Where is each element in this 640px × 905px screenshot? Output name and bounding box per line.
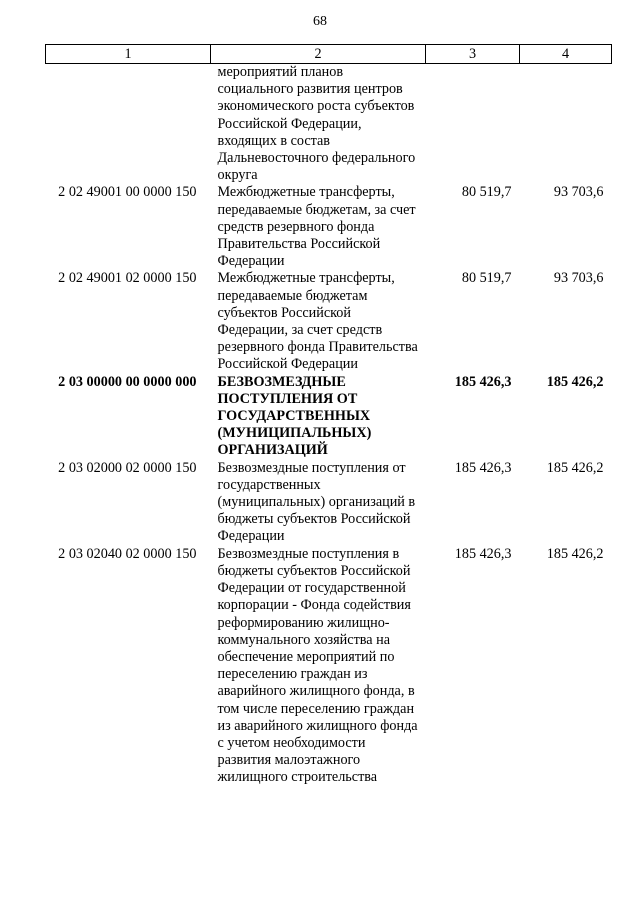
- page-number: 68: [313, 14, 327, 29]
- row-code: 2 03 02040 02 0000 150: [58, 545, 197, 562]
- table-header: [46, 45, 612, 64]
- row-value-col3: 80 519,7: [461, 184, 512, 201]
- row-name: мероприятий планов социального развития центров экономического роста субъектов Российской Федерации, входящих в состав Дальневосточного федерального округа: [217, 64, 416, 184]
- row-name: БЕЗВОЗМЕЗДНЫЕ ПОСТУПЛЕНИЯ ОТ ГОСУДАРСТВЕННЫХ (МУНИЦИПАЛЬНЫХ) ОРГАНИЗАЦИЙ: [217, 373, 372, 459]
- row-code: 2 03 00000 00 0000 000: [58, 373, 197, 390]
- row-value-col4: 185 426,2: [546, 459, 604, 476]
- row-value-col3: 185 426,3: [454, 545, 512, 562]
- table-row: [46, 546, 612, 787]
- row-name: Межбюджетные трансферты, передаваемые бюджетам, за счет средств резервного фонда Правительства Российской Федерации: [217, 184, 416, 270]
- row-value-col4: 185 426,2: [546, 545, 604, 562]
- column-header-2: 2: [211, 45, 426, 64]
- row-code: 2 03 02000 02 0000 150: [58, 459, 197, 476]
- row-value-col4: 93 703,6: [553, 270, 604, 287]
- row-value-col4: 185 426,2: [546, 373, 604, 390]
- row-code: 2 02 49001 02 0000 150: [58, 270, 197, 287]
- budget-revenue-table: [45, 44, 612, 787]
- column-header-3: 3: [426, 45, 520, 64]
- table-row: [46, 184, 612, 270]
- row-code: 2 02 49001 00 0000 150: [58, 184, 197, 201]
- row-value-col3: 185 426,3: [454, 459, 512, 476]
- row-value-col4: [520, 64, 612, 185]
- row-value-col3: [426, 64, 520, 185]
- header-row: [46, 45, 612, 64]
- row-name: Межбюджетные трансферты, передаваемые бюджетам субъектов Российской Федерации, за счет средств резервного фонда Правительства Российской Федерации: [217, 270, 418, 373]
- column-header-1: 1: [46, 45, 211, 64]
- row-value-col3: 185 426,3: [454, 373, 512, 390]
- row-name: Безвозмездные поступления от государственных (муниципальных) организаций в бюджеты субъектов Российской Федерации: [217, 459, 416, 545]
- row-code: [46, 64, 211, 185]
- column-header-4: 4: [520, 45, 612, 64]
- row-value-col4: 93 703,6: [553, 184, 604, 201]
- row-name: Безвозмездные поступления в бюджеты субъектов Российской Федерации от государственной корпорации - Фонда содействия реформированию жилищно-коммунального хозяйства на обеспечение мероприятий по переселению граждан из аварийного жилищного фонда, в том числе переселению граждан из аварийного жилищного фонда с учетом необходимости развития малоэтажного жилищного строительства: [217, 545, 418, 786]
- table-row: [46, 64, 612, 185]
- table-body: [46, 64, 612, 787]
- table-row: [46, 460, 612, 546]
- row-value-col3: 80 519,7: [461, 270, 512, 287]
- table-row: [46, 270, 612, 373]
- table-row-section-total: [46, 374, 612, 460]
